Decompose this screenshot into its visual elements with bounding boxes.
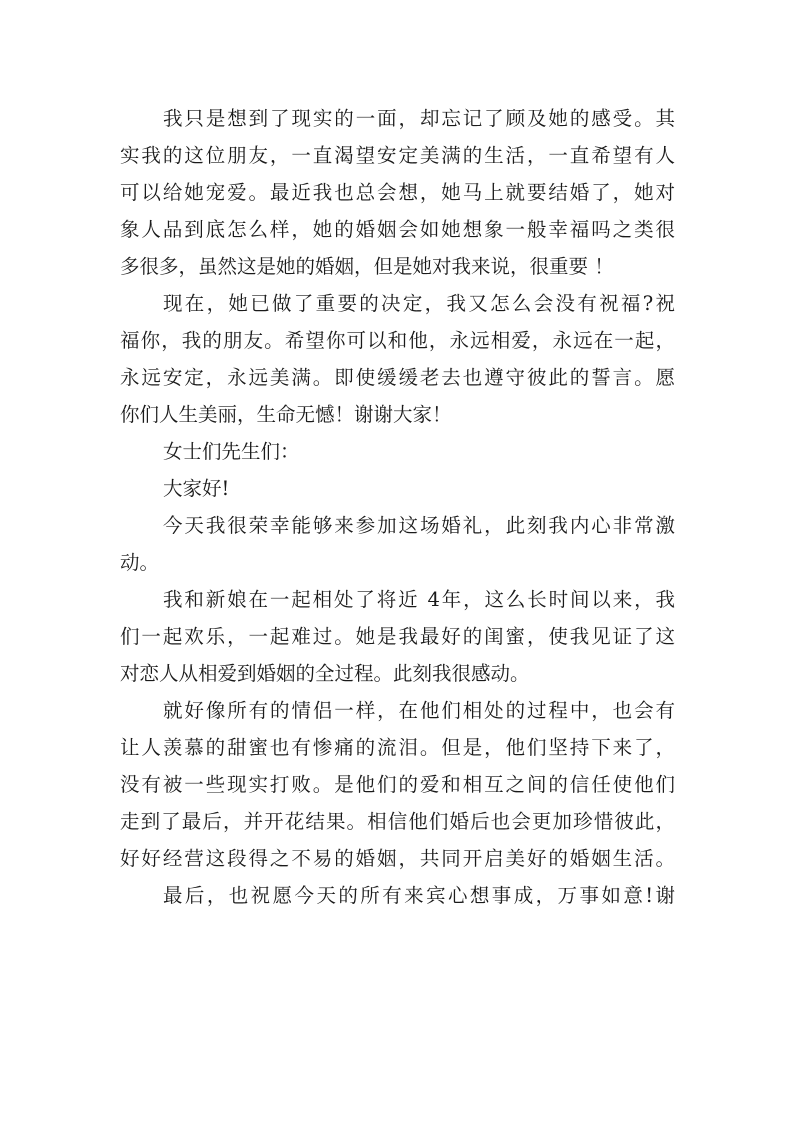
greeting: 大家好! (163, 477, 230, 500)
text-line: 永远安定，永远美满。即使缓缓老去也遵守彼此的誓言。愿 (120, 366, 675, 389)
text-line: 对恋人从相爱到婚姻的全过程。此刻我很感动。 (120, 662, 530, 685)
text-line: 多很多，虽然这是她的婚姻，但是她对我来说，很重要 ！ (120, 255, 614, 278)
text-line: 今天我很荣幸能够来参加这场婚礼，此刻我内心非常激 (163, 514, 675, 537)
text-line: 就好像所有的情侣一样，在他们相处的过程中，也会有 (163, 699, 675, 722)
text-line: 你们人生美丽，生命无憾！谢谢大家！ (120, 403, 452, 426)
text-line: 我和新娘在一起相处了将近 4年，这么长时间以来，我 (163, 588, 675, 611)
text-line: 好好经营这段得之不易的婚姻，共同开启美好的婚姻生活。 (120, 847, 675, 870)
text-line: 我只是想到了现实的一面，却忘记了顾及她的感受。其 (163, 107, 675, 130)
text-line: 走到了最后，并开花结果。相信他们婚后也会更加珍惜彼此， (120, 810, 675, 833)
text-line: 动。 (120, 551, 160, 574)
text-line: 让人羡慕的甜蜜也有惨痛的流泪。但是，他们坚持下来了， (120, 736, 675, 759)
text-line: 实我的这位朋友，一直渴望安定美满的生活，一直希望有人 (120, 144, 675, 167)
text-line: 们一起欢乐，一起难过。她是我最好的闺蜜，使我见证了这 (120, 625, 675, 648)
text-line: 没有被一些现实打败。是他们的爱和相互之间的信任使他们 (120, 773, 675, 796)
text-line: 象人品到底怎么样，她的婚姻会如她想象一般幸福吗之类很 (120, 218, 675, 241)
text-line: 可以给她宠爱。最近我也总会想，她马上就要结婚了，她对 (120, 181, 675, 204)
text-line: 福你，我的朋友。希望你可以和他，永远相爱，永远在一起， (120, 329, 675, 352)
document-body (120, 100, 675, 914)
salutation: 女士们先生们： (163, 440, 300, 463)
text-line: 最后，也祝愿今天的所有来宾心想事成，万事如意!谢 (163, 884, 675, 907)
text-line: 现在，她已做了重要的决定，我又怎么会没有祝福?祝 (163, 292, 675, 315)
